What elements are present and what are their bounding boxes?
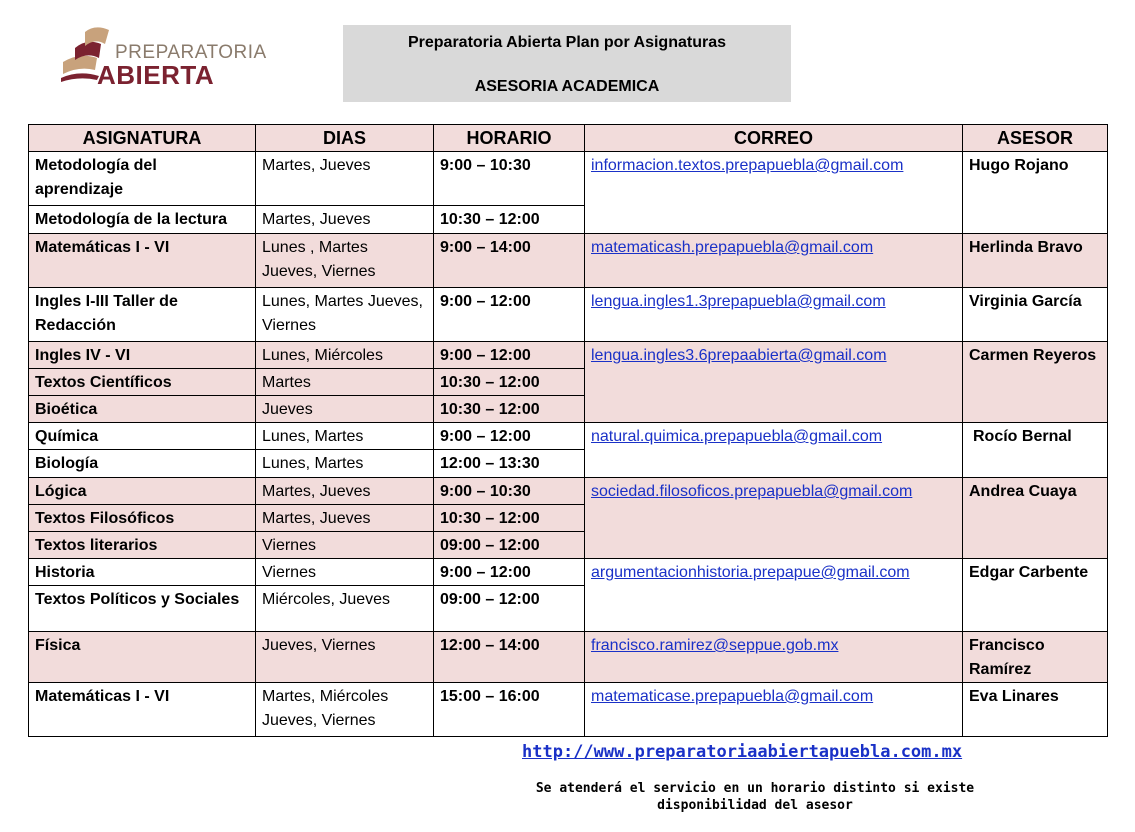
days-cell: Lunes, Martes Jueves, Viernes [256,288,434,342]
days-cell: Jueves, Viernes [256,632,434,683]
table-row [29,683,1108,737]
subject-cell: Biología [29,450,256,478]
days-cell: Martes [256,369,434,396]
email-link[interactable]: natural.quimica.prepapuebla@gmail.com [591,428,883,445]
email-cell[interactable] [585,288,963,342]
days-cell: Lunes, Martes [256,450,434,478]
advisor-cell: Rocío Bernal [963,423,1108,478]
logo-bottom-text: ABIERTA [97,60,215,90]
email-link[interactable]: argumentacionhistoria.prepapue@gmail.com [591,564,910,581]
days-cell: Miércoles, Jueves [256,586,434,632]
document-title: Preparatoria Abierta Plan por Asignaturas [407,34,726,51]
email-link[interactable]: matematicase.prepapuebla@gmail.com [591,688,874,705]
subject-cell: Metodología del aprendizaje [29,152,256,206]
table-row [29,632,1108,683]
hours-cell: 12:00 – 13:30 [434,450,585,478]
hours-cell: 9:00 – 12:00 [434,342,585,369]
subject-cell: Textos Filosóficos [29,505,256,532]
advisor-cell: Eva Linares [963,683,1108,737]
days-cell: Lunes , Martes Jueves, Viernes [256,234,434,288]
email-link[interactable]: francisco.ramirez@seppue.gob.mx [591,637,839,654]
column-header: ASIGNATURA [29,125,256,152]
hours-cell: 9:00 – 12:00 [434,288,585,342]
logo-top-text: PREPARATORIA [115,42,267,63]
subject-cell: Metodología de la lectura [29,206,256,234]
advisor-cell: Edgar Carbente [963,559,1108,632]
days-cell: Viernes [256,532,434,559]
hours-cell: 12:00 – 14:00 [434,632,585,683]
days-cell: Martes, Jueves [256,206,434,234]
subject-cell: Bioética [29,396,256,423]
footer-note-line: Se atenderá el servicio en un horario distinto si existe [535,781,975,796]
days-cell: Viernes [256,559,434,586]
advisor-cell: Herlinda Bravo [963,234,1108,288]
email-cell[interactable] [585,632,963,683]
title-box [343,25,791,102]
subject-cell: Ingles IV - VI [29,342,256,369]
days-cell: Lunes, Miércoles [256,342,434,369]
column-header: ASESOR [963,125,1108,152]
table-row [29,234,1108,288]
days-cell: Martes, Jueves [256,478,434,505]
logo [55,22,275,90]
advisor-cell: Hugo Rojano [963,152,1108,234]
email-cell[interactable] [585,478,963,559]
days-cell: Lunes, Martes [256,423,434,450]
advisor-cell: Virginia García [963,288,1108,342]
table-row [29,342,1108,369]
footer-note [500,780,1010,814]
hours-cell: 09:00 – 12:00 [434,586,585,632]
table-row [29,152,1108,206]
subject-cell: Matemáticas I - VI [29,683,256,737]
document-subtitle: ASESORIA ACADEMICA [474,78,660,95]
column-header: CORREO [585,125,963,152]
table-row [29,288,1108,342]
hours-cell: 9:00 – 10:30 [434,152,585,206]
advisor-cell: Francisco Ramírez [963,632,1108,683]
subject-cell: Física [29,632,256,683]
hours-cell: 9:00 – 14:00 [434,234,585,288]
days-cell: Jueves [256,396,434,423]
advisor-cell: Carmen Reyeros [963,342,1108,423]
email-link[interactable]: sociedad.filosoficos.prepapuebla@gmail.com [591,483,913,500]
table-row [29,423,1108,450]
hours-cell: 10:30 – 12:00 [434,369,585,396]
email-link[interactable]: informacion.textos.prepapuebla@gmail.com [591,157,904,174]
subject-cell: Ingles I-III Taller de Redacción [29,288,256,342]
email-link[interactable]: lengua.ingles3.6prepaabierta@gmail.com [591,347,887,364]
email-cell[interactable] [585,683,963,737]
subject-cell: Química [29,423,256,450]
footer-note-line: disponibilidad del asesor [657,798,853,813]
subject-cell: Textos literarios [29,532,256,559]
email-cell[interactable] [585,559,963,632]
website-link[interactable]: http://www.preparatoriaabiertapuebla.com.mx [522,742,963,762]
subject-cell: Textos Científicos [29,369,256,396]
table-row [29,478,1108,505]
subject-cell: Historia [29,559,256,586]
days-cell: Martes, Jueves [256,505,434,532]
hours-cell: 09:00 – 12:00 [434,532,585,559]
hours-cell: 15:00 – 16:00 [434,683,585,737]
subject-cell: Textos Políticos y Sociales [29,586,256,632]
email-cell[interactable] [585,152,963,234]
advisor-cell: Andrea Cuaya [963,478,1108,559]
email-cell[interactable] [585,234,963,288]
table-row [29,559,1108,586]
column-header: HORARIO [434,125,585,152]
hours-cell: 10:30 – 12:00 [434,396,585,423]
hours-cell: 9:00 – 12:00 [434,423,585,450]
email-link[interactable]: matematicash.prepapuebla@gmail.com [591,239,874,256]
days-cell: Martes, Jueves [256,152,434,206]
table-header-row [29,125,1108,152]
hours-cell: 9:00 – 12:00 [434,559,585,586]
email-link[interactable]: lengua.ingles1.3prepapuebla@gmail.com [591,293,886,310]
subject-cell: Lógica [29,478,256,505]
email-cell[interactable] [585,342,963,423]
days-cell: Martes, Miércoles Jueves, Viernes [256,683,434,737]
subject-cell: Matemáticas I - VI [29,234,256,288]
column-header: DIAS [256,125,434,152]
hours-cell: 10:30 – 12:00 [434,505,585,532]
schedule-table [28,124,1108,737]
hours-cell: 9:00 – 10:30 [434,478,585,505]
email-cell[interactable] [585,423,963,478]
hours-cell: 10:30 – 12:00 [434,206,585,234]
